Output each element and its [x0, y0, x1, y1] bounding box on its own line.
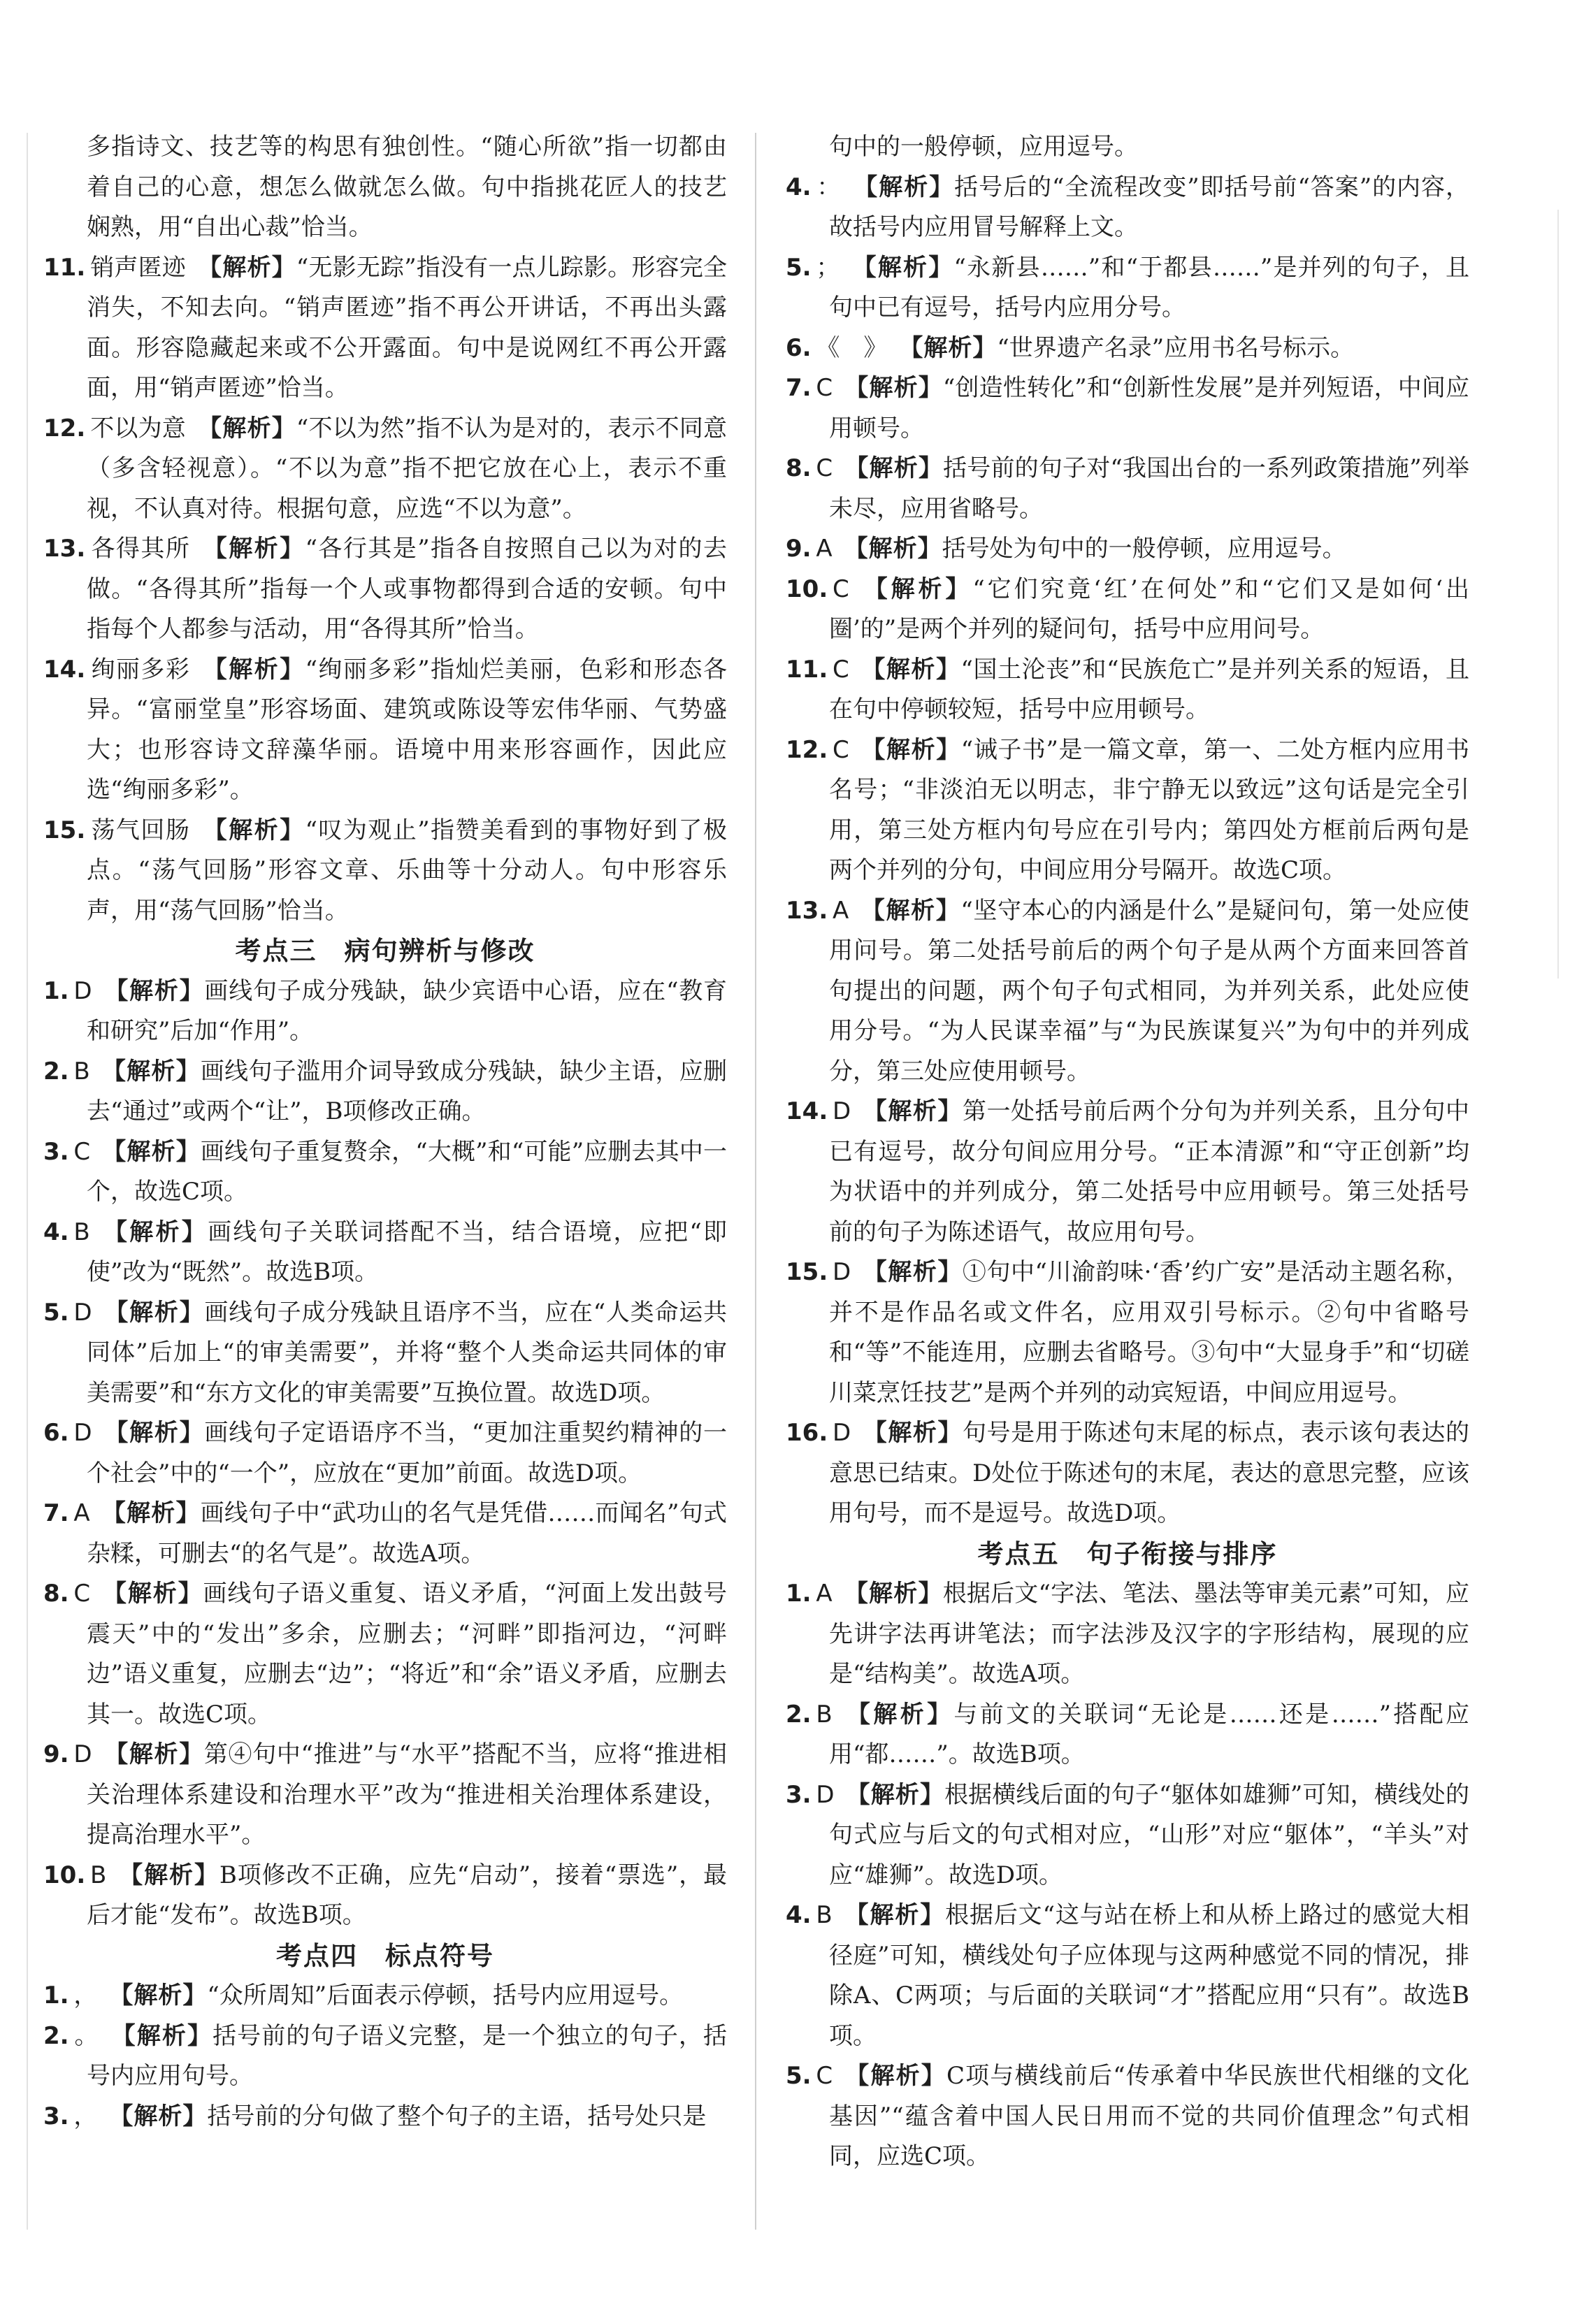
- continued-text-body: 句中的一般停顿，应用逗号。: [829, 133, 1138, 161]
- analysis-tag: 【解析】: [853, 173, 955, 201]
- answer-item: [43, 1574, 727, 1735]
- analysis-tag: 【解析】: [863, 1419, 963, 1447]
- answer-item: [43, 1213, 727, 1293]
- analysis-tag: 【解析】: [860, 735, 961, 764]
- analysis-tag: 【解析】: [197, 414, 296, 442]
- analysis-tag: 【解析】: [103, 976, 205, 1005]
- item-answer: C: [73, 1580, 91, 1608]
- section-heading: 考点三 病句辨析与修改: [235, 936, 535, 966]
- item-number: 11.: [786, 655, 828, 684]
- item-number: 6.: [43, 1419, 69, 1447]
- item-answer: B: [73, 1218, 90, 1246]
- analysis-tag: 【解析】: [102, 1580, 203, 1608]
- item-answer: A: [73, 1499, 90, 1527]
- analysis-text: 第④句中“推进”与“水平”搭配不当，应将“推进相关治理体系建设和治理水平”改为“推进相关治理体系建设，提高治理水平”。: [87, 1740, 727, 1849]
- answer-item: [786, 449, 1469, 529]
- item-number: 8.: [786, 454, 812, 482]
- item-number: 9.: [786, 535, 812, 563]
- answer-item: [786, 168, 1469, 248]
- answer-item: [786, 650, 1469, 730]
- item-answer: ，: [73, 2102, 98, 2130]
- analysis-tag: 【解析】: [202, 655, 305, 684]
- answer-item: [786, 1092, 1469, 1253]
- item-answer: ，: [73, 1982, 98, 2009]
- answer-item: [43, 1293, 727, 1414]
- item-number: 13.: [786, 896, 828, 925]
- item-number: 3.: [43, 2102, 69, 2130]
- item-answer: C: [73, 1137, 91, 1166]
- item-answer: A: [816, 1580, 833, 1608]
- analysis-text: 画线句子语义重复、语义矛盾，“河面上发出鼓号震天”中的“发出”多余，应删去；“河畔”即指河边，“河畔边”语义重复，应删去“边”；“将近”和“余”语义矛盾，应删去其一。故选C项。: [87, 1580, 727, 1728]
- left-page-rule: [27, 133, 28, 2230]
- item-answer: D: [833, 1419, 851, 1447]
- analysis-tag: 【解析】: [103, 1298, 205, 1327]
- analysis-text: “众所周知”后面表示停顿，括号内应用逗号。: [207, 1982, 684, 2009]
- item-number: 7.: [43, 1499, 69, 1527]
- analysis-text: “世界遗产名录”应用书名号标示。: [997, 333, 1355, 362]
- analysis-text: 画线句子定语语序不当，“更加注重契约精神的一个社会”中的“一个”，应放在“更加”前面。故选D项。: [87, 1419, 727, 1487]
- answer-item: [43, 1494, 727, 1574]
- item-answer: D: [833, 1097, 851, 1125]
- item-number: 14.: [43, 655, 86, 684]
- item-answer: B: [816, 1700, 833, 1728]
- analysis-text: 括号前的句子对“我国出台的一系列政策措施”列举未尽，应用省略号。: [829, 454, 1470, 523]
- answer-item: [43, 811, 727, 932]
- analysis-text: 括号处为句中的一般停顿，应用逗号。: [942, 535, 1346, 563]
- analysis-text: “国土沦丧”和“民族危亡”是并列关系的短语，且在句中停顿较短，括号中应用顿号。: [829, 655, 1470, 723]
- analysis-tag: 【解析】: [202, 816, 305, 844]
- answer-item: [43, 1052, 727, 1132]
- analysis-text: 画线句子关联词搭配不当，结合语境，应把“即使”改为“既然”。故选B项。: [87, 1218, 727, 1286]
- answer-item: [786, 1574, 1469, 1695]
- analysis-text: “永新县……”和“于都县……”是并列的句子，且句中已有逗号，括号内应用分号。: [829, 253, 1469, 322]
- item-number: 2.: [43, 2021, 69, 2050]
- analysis-tag: 【解析】: [202, 535, 305, 563]
- item-answer: D: [833, 1258, 851, 1286]
- answer-item: [786, 570, 1469, 650]
- analysis-tag: 【解析】: [102, 1137, 201, 1166]
- item-number: 10.: [43, 1861, 86, 1889]
- item-answer: D: [73, 1419, 92, 1447]
- column-divider: [755, 133, 756, 2230]
- analysis-tag: 【解析】: [103, 1419, 205, 1447]
- analysis-text: “无影无踪”指没有一点儿踪影。形容完全消失，不知去向。“销声匿迹”指不再公开讲话，不再出头露面。形容隐藏起来或不公开露面。句中是说网红不再公开露面，用“销声匿迹”恰当。: [87, 253, 728, 402]
- item-answer: B: [90, 1861, 107, 1889]
- analysis-tag: 【解析】: [109, 1982, 208, 2009]
- item-number: 3.: [786, 1780, 812, 1809]
- item-number: 5.: [786, 2062, 812, 2090]
- item-answer: 销声匿迹: [90, 253, 186, 282]
- analysis-text: 句号是用于陈述句末尾的标点，表示该句表达的意思已结束。D处位于陈述句的末尾，表达的意思完整，应该用句号，而不是逗号。故选D项。: [829, 1419, 1470, 1527]
- analysis-text: 根据横线后面的句子“躯体如雄狮”可知，横线处的句式应与后文的句式相对应，“山形”对应“躯体”，“羊头”对应“雄狮”。故选D项。: [829, 1780, 1470, 1889]
- analysis-tag: 【解析】: [844, 454, 944, 482]
- item-number: 3.: [43, 1137, 69, 1166]
- item-answer: 《 》: [816, 333, 888, 362]
- left-column: [43, 127, 727, 2137]
- answer-item: [43, 1976, 727, 2016]
- item-answer: ；: [816, 253, 840, 282]
- item-number: 15.: [786, 1258, 828, 1286]
- analysis-text: “绚丽多彩”指灿烂美丽，色彩和形态各异。“富丽堂皇”形容场面、建筑或陈设等宏伟华丽、气势盛大；也形容诗文辞藻华丽。语境中用来形容画作，因此应选“绚丽多彩”。: [87, 655, 728, 804]
- item-number: 13.: [43, 535, 86, 563]
- analysis-tag: 【解析】: [851, 253, 954, 282]
- item-number: 9.: [43, 1740, 69, 1768]
- item-answer: A: [833, 896, 849, 925]
- answer-item: [43, 409, 727, 530]
- item-number: 5.: [43, 1298, 69, 1327]
- answer-item: [786, 329, 1469, 369]
- analysis-text: “各行其是”指各自按照自己以为对的去做。“各得其所”指每一个人或事物都得到合适的安顿。句中指每个人都参与活动，用“各得其所”恰当。: [87, 535, 728, 643]
- analysis-tag: 【解析】: [844, 1580, 943, 1608]
- analysis-text: ①句中“川渝韵味·‘香’约广安”是活动主题名称，并不是作品名或文件名，应用双引号标示。②句中省略号和“等”不能连用，应删去省略号。③句中“大显身手”和“切磋川菜烹饪技艺”是两个并列的动宾短语，中间应用逗号。: [829, 1258, 1469, 1407]
- analysis-tag: 【解析】: [844, 2062, 946, 2090]
- answer-item: [43, 1856, 727, 1936]
- item-number: 5.: [786, 253, 812, 282]
- answer-item: [43, 650, 727, 811]
- analysis-text: “它们究竟‘红’在何处”和“它们又是如何‘出圈’的”是两个并列的疑问句，括号中应用问号。: [829, 575, 1469, 643]
- analysis-text: 与前文的关联词“无论是……还是……”搭配应用“都……”。故选B项。: [829, 1700, 1470, 1768]
- item-answer: D: [816, 1780, 835, 1809]
- item-number: 12.: [43, 414, 86, 442]
- analysis-text: 画线句子中“武功山的名气是凭借……而闻名”句式杂糅，可删去“的名气是”。故选A项。: [87, 1499, 727, 1568]
- analysis-tag: 【解析】: [860, 655, 961, 684]
- item-number: 4.: [786, 173, 812, 201]
- item-number: 6.: [786, 333, 812, 362]
- analysis-text: 根据后文“字法、笔法、墨法等审美元素”可知，应先讲字法再讲笔法；而字法涉及汉字的字形结构，展现的应是“结构美”。故选A项。: [829, 1580, 1470, 1688]
- section-heading: 考点五 句子衔接与排序: [977, 1538, 1278, 1569]
- analysis-tag: 【解析】: [197, 253, 296, 282]
- item-answer: C: [833, 735, 849, 764]
- analysis-text: 括号前的分句做了整个句子的主语，括号处只是: [207, 2102, 707, 2130]
- analysis-text: 括号前的句子语义完整，是一个独立的句子，括号内应用句号。: [87, 2021, 728, 2090]
- item-answer: C: [816, 2062, 833, 2090]
- analysis-text: 画线句子成分残缺且语序不当，应在“人类命运共同体”后加上“的审美需要”，并将“整个人类命运共同体的审美需要”和“东方文化的审美需要”互换位置。故选D项。: [87, 1298, 727, 1407]
- item-number: 2.: [786, 1700, 812, 1728]
- item-number: 4.: [43, 1218, 69, 1246]
- item-answer: B: [73, 1057, 90, 1085]
- answer-item: [43, 1413, 727, 1494]
- analysis-tag: 【解析】: [101, 1218, 208, 1246]
- analysis-tag: 【解析】: [844, 1700, 954, 1728]
- item-number: 1.: [43, 1982, 69, 2009]
- item-answer: B: [816, 1901, 833, 1929]
- item-number: 1.: [786, 1580, 812, 1608]
- item-answer: C: [833, 655, 849, 684]
- item-answer: 。: [73, 2021, 99, 2050]
- answer-item: [786, 1775, 1469, 1896]
- analysis-text: 画线句子重复赘余，“大概”和“可能”应删去其中一个，故选C项。: [87, 1137, 728, 1206]
- item-number: 12.: [786, 735, 828, 764]
- item-answer: D: [73, 1740, 92, 1768]
- item-answer: C: [833, 575, 849, 603]
- answer-item: [786, 529, 1469, 570]
- item-answer: C: [816, 374, 833, 402]
- analysis-tag: 【解析】: [863, 1258, 963, 1286]
- right-column: [786, 127, 1469, 2177]
- item-answer: 绚丽多彩: [90, 655, 191, 684]
- item-number: 15.: [43, 816, 86, 844]
- analysis-tag: 【解析】: [118, 1861, 219, 1889]
- analysis-text: “坚守本心的内涵是什么”是疑问句，第一处应使用问号。第二处括号前后的两个句子是从两个方面来回答首句提出的问题，两个句子句式相同，为并列关系，此处应使用分号。“为人民谋幸福”与“为民族谋复兴”为句中的并列成分，第三处应使用顿号。: [829, 896, 1470, 1085]
- item-number: 14.: [786, 1097, 828, 1125]
- answer-item: [786, 730, 1469, 891]
- analysis-tag: 【解析】: [109, 2102, 208, 2130]
- analysis-text: “创造性转化”和“创新性发展”是并列短语，中间应用顿号。: [829, 374, 1470, 442]
- item-number: 11.: [43, 253, 86, 282]
- answer-item: [786, 1413, 1469, 1534]
- answer-item: [786, 1896, 1469, 2056]
- item-number: 10.: [786, 575, 828, 603]
- item-number: 4.: [786, 1901, 812, 1929]
- answer-item: [43, 1735, 727, 1856]
- analysis-text: C项与横线前后“传承着中华民族世代相继的文化基因”“蕴含着中国人民日用而不觉的共同价值理念”句式相同，应选C项。: [829, 2062, 1469, 2170]
- item-answer: ：: [816, 173, 842, 201]
- answer-item: [43, 2016, 727, 2097]
- analysis-text: “诫子书”是一篇文章，第一、二处方框内应用书名号；“非淡泊无以明志，非宁静无以致远”这句话是完全引用，第三处方框内句号应在引号内；第四处方框前后两句是两个并列的分句，中间应用分号隔开。故选C项。: [829, 735, 1470, 884]
- item-answer: D: [73, 1298, 92, 1327]
- analysis-tag: 【解析】: [860, 575, 973, 603]
- item-number: 16.: [786, 1419, 828, 1447]
- item-number: 1.: [43, 976, 69, 1005]
- analysis-tag: 【解析】: [844, 535, 942, 563]
- item-number: 8.: [43, 1580, 69, 1608]
- analysis-text: 画线句子成分残缺，缺少宾语中心语，应在“教育和研究”后加“作用”。: [87, 976, 727, 1045]
- section-heading: 考点四 标点符号: [276, 1940, 494, 1971]
- analysis-tag: 【解析】: [101, 1057, 201, 1085]
- analysis-tag: 【解析】: [101, 1499, 201, 1527]
- answer-item: [43, 529, 727, 650]
- analysis-text: 画线句子滥用介词导致成分残缺，缺少主语，应删去“通过”或两个“让”，B项修改正确。: [87, 1057, 728, 1125]
- analysis-tag: 【解析】: [844, 1901, 946, 1929]
- continued-text-body: 多指诗文、技艺等的构思有独创性。“随心所欲”指一切都由着自己的心意，想怎么做就怎么做。句中指挑花匠人的技艺娴熟，用“自出心裁”恰当。: [87, 133, 727, 241]
- item-answer: C: [816, 454, 833, 482]
- analysis-text: 第一处括号前后两个分句为并列关系，且分句中已有逗号，故分句间应用分号。“正本清源”和“守正创新”均为状语中的并列成分，第二处括号中应用顿号。第三处括号前的句子为陈述语气，故应用句号。: [829, 1097, 1470, 1246]
- answer-item: [786, 2056, 1469, 2177]
- analysis-text: “叹为观止”指赞美看到的事物好到了极点。“荡气回肠”形容文章、乐曲等十分动人。句中形容乐声，用“荡气回肠”恰当。: [87, 816, 728, 925]
- answer-item: [43, 248, 727, 409]
- analysis-tag: 【解析】: [863, 1097, 963, 1125]
- analysis-text: B项修改不正确，应先“启动”，接着“票选”，最后才能“发布”。故选B项。: [87, 1861, 727, 1929]
- answer-item: [786, 1695, 1469, 1775]
- answer-item: [786, 1253, 1469, 1413]
- item-answer: D: [73, 976, 92, 1005]
- analysis-tag: 【解析】: [899, 333, 998, 362]
- answer-item: [43, 2097, 727, 2137]
- analysis-tag: 【解析】: [860, 896, 961, 925]
- analysis-text: 括号后的“全流程改变”即括号前“答案”的内容，故括号内应用冒号解释上文。: [829, 173, 1469, 241]
- continued-text: [43, 127, 727, 248]
- item-number: 2.: [43, 1057, 69, 1085]
- item-answer: 不以为意: [90, 414, 186, 442]
- answer-item: [786, 368, 1469, 449]
- analysis-text: 根据后文“这与站在桥上和从桥上路过的感觉大相径庭”可知，横线处句子应体现与这两种感觉不同的情况，排除A、C两项；与后面的关联词“才”搭配应用“只有”。故选B项。: [829, 1901, 1469, 2050]
- answer-item: [43, 1132, 727, 1213]
- continued-text: [786, 127, 1469, 168]
- item-answer: 各得其所: [90, 535, 191, 563]
- item-answer: A: [816, 535, 833, 563]
- answer-item: [786, 248, 1469, 329]
- item-number: 7.: [786, 374, 812, 402]
- analysis-tag: 【解析】: [110, 2021, 213, 2050]
- analysis-tag: 【解析】: [103, 1740, 204, 1768]
- analysis-tag: 【解析】: [844, 374, 943, 402]
- answer-item: [43, 972, 727, 1052]
- analysis-tag: 【解析】: [846, 1780, 945, 1809]
- answer-item: [786, 891, 1469, 1092]
- right-page-rule: [1557, 210, 1559, 979]
- item-answer: 荡气回肠: [90, 816, 191, 844]
- analysis-text: “不以为然”指不认为是对的，表示不同意（多含轻视意）。“不以为意”指不把它放在心上，表示不重视，不认真对待。根据句意，应选“不以为意”。: [87, 414, 728, 523]
